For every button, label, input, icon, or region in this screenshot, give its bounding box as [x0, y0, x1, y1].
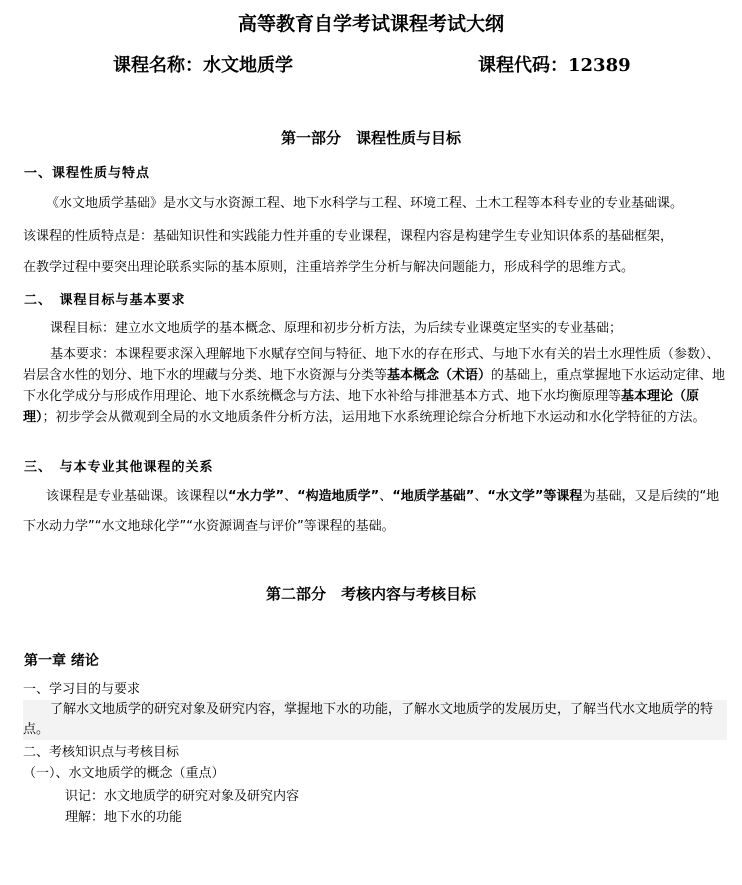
assessment-heading: 二、考核知识点与考核目标: [23, 745, 180, 760]
course-hydraulics: “水力学”: [228, 489, 285, 504]
relations-text-a: 该课程是专业基础课。该课程以: [46, 489, 229, 504]
course-code: 课程代码：12389: [478, 55, 631, 76]
course-goal: 课程目标：建立水文地质学的基本概念、原理和初步分析方法，为后续专业课奠定坚实的专业基础；: [50, 321, 623, 336]
section1-line2: 该课程的性质特点是：基础知识性和实践能力性并重的专业课程，课程内容是构建学生专业知识体系的基础框架，: [23, 229, 674, 244]
relations-line2: 下水动力学”“水文地球化学”“水资源调查与评价”等课程的基础。: [23, 519, 395, 534]
basic-requirements: [23, 344, 727, 428]
requirements-bold-theory: 基本理论（原理）: [23, 389, 700, 425]
requirements-text-c: ；初步学会从微观到全局的水文地质条件分析方法，运用地下水系统理论综合分析地下水运动和水化学特征的方法。: [42, 410, 706, 425]
course-hydrology: “水文学”等课程: [487, 489, 583, 504]
chapter1-heading: 第一章 绪论: [24, 653, 99, 669]
assessment-subheading: （一）、水文地质学的概念（重点）: [23, 766, 225, 781]
relations-text-b: 为基础，又是后续的“地: [582, 489, 720, 504]
understand-item: 理解：地下水的功能: [65, 810, 183, 825]
requirements-text-b: 的基础上，重点掌握地下水运动定律、地下水化学成分与形成作用理论、地下水系统概念与方法、地下水补给与排泄基本方式、地下水均衡原理等: [23, 368, 726, 404]
course-geology-basics: “地质学基础”: [392, 489, 475, 504]
recall-item: 识记：水文地质学的研究对象及研究内容: [65, 789, 300, 804]
relations-line1: [46, 486, 719, 508]
learning-goals-heading: 一、学习目的与要求: [23, 682, 141, 697]
sep2: 、: [379, 489, 393, 504]
learning-goals-text: 了解水文地质学的研究对象及研究内容，掌握地下水的功能，了解水文地质学的发展历史，了解当代水文地质学的特点。: [23, 700, 727, 740]
sep1: 、: [284, 489, 298, 504]
course-structural-geology: “构造地质学”: [297, 489, 380, 504]
section3-heading: 三、 与本专业其他课程的关系: [24, 460, 214, 475]
part1-heading: 第一部分 课程性质与目标: [280, 129, 461, 147]
course-name: 课程名称：水文地质学: [113, 55, 293, 76]
section1-line1: 《水文地质学基础》是水文与水资源工程、地下水科学与工程、环境工程、土木工程等本科专业的专业基础课。: [46, 196, 684, 211]
section1-heading: 一、课程性质与特点: [24, 166, 151, 181]
section2-heading: 二、 课程目标与基本要求: [24, 293, 186, 308]
document-title: 高等教育自学考试课程考试大纲: [237, 13, 504, 35]
section1-line3: 在教学过程中要突出理论联系实际的基本原则，注重培养学生分析与解决问题能力，形成科学的思维方式。: [23, 260, 635, 275]
sep3: 、: [474, 489, 488, 504]
requirements-text-a: 基本要求：本课程要求深入理解地下水赋存空间与特征、地下水的存在形式、与地下水有关的岩土水理性质（参数）、岩层含水性的划分、地下水的埋藏与分类、地下水资源与分类等: [23, 347, 720, 383]
requirements-bold-concepts: 基本概念（术语）: [387, 368, 492, 383]
part2-heading: 第二部分 考核内容与考核目标: [265, 585, 476, 603]
